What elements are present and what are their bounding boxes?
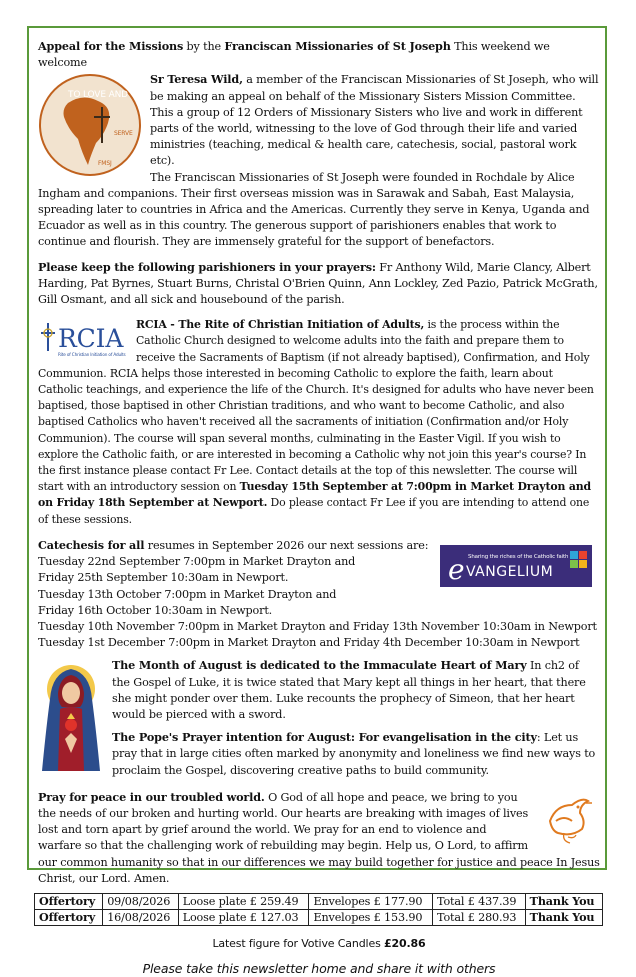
dove-icon — [542, 791, 594, 847]
table-row — [35, 893, 603, 909]
rcia-heading: RCIA - The Rite of Christian Initiation of Adults, — [136, 318, 425, 332]
mission-speaker: Sr Teresa Wild, — [150, 72, 243, 87]
logo-text-bottom: FMSJ — [98, 160, 112, 168]
mission-heading: Appeal for the Missions — [38, 39, 184, 53]
prayer-list: Please keep the following parishioners in your prayers: Fr Anthony Wild, Marie Clancy, Albert Harding, Pat Byrnes, Stuart Burns, Christal O'Brien Quinn, Ann Lockley, Zed Pazio, Patrick McGrath, Gill Osmant, and all sick and housebound of the parish. — [38, 259, 598, 307]
pope-heading: The Pope's Prayer intention for August: For evangelisation in the city — [112, 730, 537, 745]
svg-text:e: e — [448, 552, 465, 586]
table-cell: Thank You — [529, 893, 595, 908]
table-cell: Total £ 437.39 — [433, 893, 526, 909]
logo-text-side: SERVE — [114, 130, 133, 138]
table-cell: Envelopes £ 153.90 — [309, 909, 433, 925]
votive-amount: £20.86 — [384, 936, 426, 950]
fmsj-logo — [38, 73, 142, 177]
table-cell: Thank You — [529, 909, 595, 924]
rcia-session-dates: Tuesday 15th September at 7:00pm in Market Drayton and on Friday 18th September at Newport. — [38, 480, 592, 510]
evangelium-logo — [440, 545, 592, 587]
table-cell: Loose plate £ 259.49 — [178, 893, 309, 909]
rcia-section: RCIA Rite of Christian Initiation of Adults RCIA - The Rite of Christian Initiation of Adults, is the process within the Catholic Church designed to welcome adults into the faith and prepare them to receive the Sacraments of Baptism (if not already baptised), Confirmation, and Holy Communion. RCIA helps those interested in becoming Catholic to explore the faith, learn about Catholic teachings, and experience the life of the Church. It's designed for adults who have never been baptised, those baptised in other Christian traditions, and who want to become Catholic, and also baptised Catholics who haven't received all the sacraments of initiation (Confirmation and/or Holy Communion). The course will span several months, culminating in the Easter Vigil. If you wish to explore the Catholic faith, or are interested in becoming a Catholic why not join this year's course? In the first instance please contact Fr Lee. Contact details at the top of this newsletter. The course will start with an introductory session on Tuesday 15th September at 7:00pm in Market Drayton and on Friday 18th September at Newport. Do please contact Fr Lee if you are intending to attend one of these sessions. — [38, 318, 594, 526]
mission-history: The Franciscan Missionaries of St Joseph were founded in Rochdale by Alice Ingham and companions. Their first overseas mission was in Sarawak and Sabah, East Malaysia, spreading later to countries in Africa and the Americas. Currently they serve in Kenya, Uganda and Ecuador as well as in this country. The generous support of parishioners enables that work to continue and flourish. They are immensely grateful for the support of benefactors. — [38, 170, 590, 249]
mary-icon — [38, 659, 104, 773]
mary-heading: The Month of August is dedicated to the Immaculate Heart of Mary — [112, 658, 527, 673]
peace-heading: Pray for peace in our troubled world. — [38, 789, 265, 804]
table-cell: Envelopes £ 177.90 — [309, 893, 433, 909]
table-cell: 16/08/2026 — [103, 909, 178, 925]
prayers-heading: Please keep the following parishioners in your prayers: — [38, 259, 376, 274]
table-cell: Loose plate £ 127.03 — [178, 909, 309, 925]
mary-pope-section — [38, 657, 600, 778]
newsletter-content — [38, 38, 600, 977]
votive-candles: Latest figure for Votive Candles £20.86 — [212, 936, 426, 950]
mary-text: The Month of August is dedicated to the Immaculate Heart of Mary In ch2 of the Gospel of Luke, it is twice stated that Mary kept all things in her heart, that there she might ponder over them. Luke recounts the prophecy of Simeon, that her heart would be pierced with a sword. — [112, 658, 586, 721]
catechesis-intro: Catechesis for all resumes in September 2026 our next sessions are: — [38, 537, 429, 552]
table-cell: Offertory — [39, 909, 96, 924]
mission-org: Franciscan Missionaries of St Joseph — [224, 39, 451, 53]
offertory-table — [34, 893, 603, 926]
table-row — [35, 909, 603, 925]
table-cell: Total £ 280.93 — [433, 909, 526, 925]
peace-prayer: Pray for peace in our troubled world. O God of all hope and peace, we bring to you the needs of our broken and hurting world. Our hearts are breaking with images of lives lost and torn apart by grief around the world. We pray for an end to violence and warfare so that the challenging work of rebuilding may begin. Help us, O Lord, to affirm our common humanity so that in our differences we may build together for justice and peace In Jesus Christ, our Lord. Amen. — [38, 789, 600, 885]
evangelium-word: VANGELIUM — [466, 563, 554, 580]
catechesis-line: Tuesday 22nd September 7:00pm in Market Drayton and — [38, 555, 356, 569]
rcia-logo — [38, 317, 130, 359]
catechesis-line: Tuesday 1st December 7:00pm in Market Drayton and Friday 4th December 10:30am in Newport — [38, 636, 580, 650]
catechesis-line: Tuesday 13th October 7:00pm in Market Drayton and — [38, 587, 337, 601]
mission-appeal: Appeal for the Missions by the Franciscan Missionaries of St Joseph This weekend we welcome TO LOVE AND SERVE FMSJ Sr Teresa Wild, a member of the Franciscan Missionaries of St Joseph, who will be making an appeal on behalf of the Missionary Sisters Mission Committee. This a group of 12 Orders of Missionary Sisters who live and work in different parts of the world, witnessing to the love of God through their life and varied ministries (teaching, medical & health care, catechesis, social, pastoral work etc). The Franciscan Missionaries of St Joseph were founded in Rochdale by Alice Ingham and companions. Their first overseas mission was in Sarawak and Sabah, East Malaysia, spreading later to countries in Africa and the Americas. Currently they serve in Kenya, Uganda and Ecuador as well as in this country. The generous support of parishioners enables that work to continue and flourish. They are immensely grateful for the support of benefactors. — [38, 39, 599, 249]
rcia-logo-text: RCIA — [58, 324, 124, 354]
table-cell: 09/08/2026 — [103, 893, 178, 909]
table-cell: Offertory — [39, 893, 96, 908]
logo-text-top: TO LOVE AND — [68, 90, 128, 101]
rcia-logo-sub: Rite of Christian Initiation of Adults — [58, 352, 126, 358]
pope-intention: The Pope's Prayer intention for August: For evangelisation in the city: Let us pray that in large cities often marked by anonymity and loneliness we find new ways to proclaim the Gospel, discovering creative paths to build community. — [112, 730, 596, 777]
catechesis-line: Friday 25th September 10:30am in Newport. — [38, 571, 289, 585]
catechesis-heading: Catechesis for all — [38, 537, 145, 552]
catechesis-line: Tuesday 10th November 7:00pm in Market Drayton and Friday 13th November 10:30am in Newport — [38, 619, 597, 633]
catechesis-section — [38, 537, 600, 651]
share-message: Please take this newsletter home and share it with others — [142, 961, 496, 977]
evangelium-tagline: Sharing the riches of the Catholic faith — [468, 553, 569, 560]
catechesis-line: Friday 16th October 10:30am in Newport. — [38, 603, 273, 617]
